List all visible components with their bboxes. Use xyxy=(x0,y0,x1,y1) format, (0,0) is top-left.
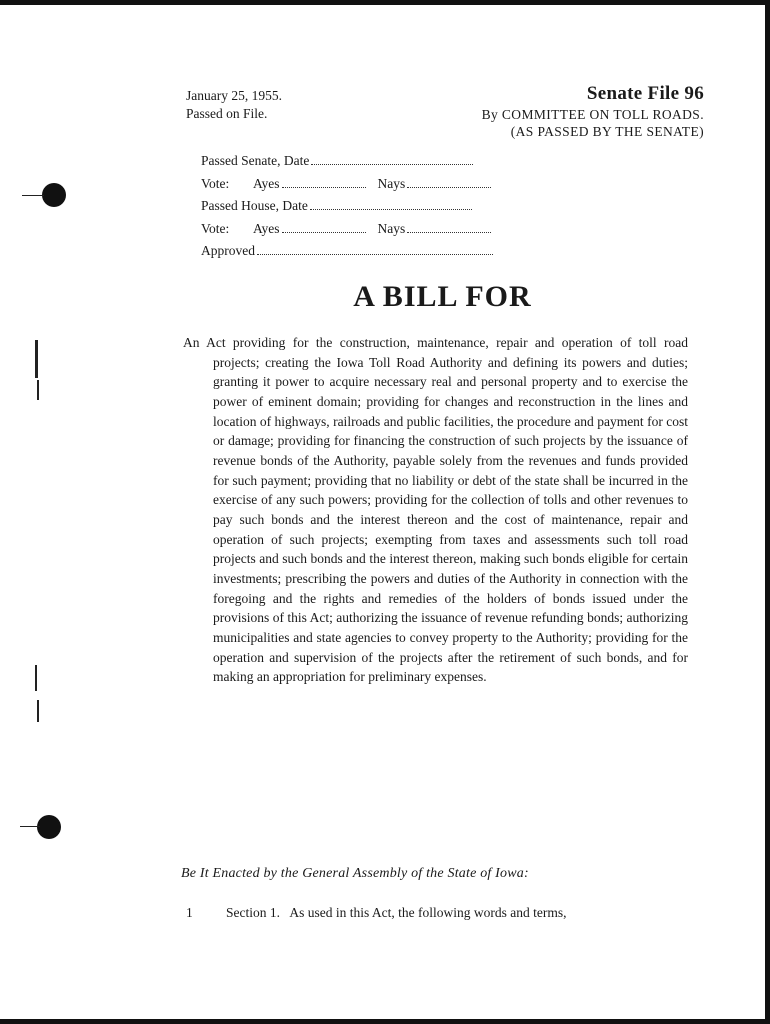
approved-blank xyxy=(257,242,493,255)
passed-house-label: Passed House, Date xyxy=(201,198,308,213)
passed-senate-row xyxy=(201,150,493,173)
passed-senate-date-blank xyxy=(311,152,473,165)
senate-nays-blank xyxy=(407,175,491,188)
passed-house-row xyxy=(201,195,493,218)
filed-note: Passed on File. xyxy=(186,106,268,121)
margin-mark-3 xyxy=(35,665,37,691)
act-description: An Act providing for the construction, maintenance, repair and operation of toll road projects; creating the Iowa Toll Road Authority and defining its powers and duties; granting it power to acquire necessary real and personal property and to exercise the power of eminent domain; providing for changes and reconstruction in the lines and location of highways, railroads and public facilities, the procedure and payment for cost or damage; providing for financing the construction of such projects by the issuance of revenue bonds of the Authority, payable solely from the revenues and funds provided for such payment; providing that no liability or debt of the state shall be incurred in the exercise of any such powers; providing for the collection of tolls and other revenues to pay such bonds and the interest thereon and the cost of maintenance, repair and operation of such projects; exempting from taxes and assessments such toll road projects and such bonds and the interest thereon, making such bonds eligible for certain investments; prescribing the powers and duties of the Authority in connection with the foregoing and the rights and remedies of the holders of bonds issued under the provisions of this Act; authorizing the issuance of revenue refunding bonds; authorizing municipalities and state agencies to convey property to the Authority; providing for the operation and supervision of the projects after the retirement of such bonds, and for making an appropriation for preliminary expenses. xyxy=(183,335,688,685)
vote-record xyxy=(201,150,493,263)
bill-title: A BILL FOR xyxy=(353,280,532,313)
senate-file-number: Senate File 96 xyxy=(586,83,704,104)
punch-hole-bottom xyxy=(37,815,61,839)
vote-label: Vote: xyxy=(201,175,230,191)
line-number: 1 xyxy=(186,905,193,920)
enacting-clause: Be It Enacted by the General Assembly of the State of Iowa: xyxy=(181,866,529,881)
ayes-label: Ayes xyxy=(253,175,280,191)
passed-note: (AS PASSED BY THE SENATE) xyxy=(510,124,704,139)
nays-label: Nays xyxy=(377,175,406,191)
passed-house-date-blank xyxy=(310,197,472,210)
scan-border-right xyxy=(765,0,770,1024)
scan-border-bottom xyxy=(0,1019,770,1024)
bill-date: January 25, 1955. xyxy=(186,88,282,103)
ayes-label: Ayes xyxy=(253,220,280,236)
passed-senate-label: Passed Senate, Date xyxy=(201,153,310,168)
margin-mark-1 xyxy=(35,340,38,378)
header-right xyxy=(482,82,704,140)
vote-label: Vote: xyxy=(201,220,230,236)
header-left xyxy=(186,87,282,123)
house-ayes-blank xyxy=(282,220,366,233)
section-text: Section 1. As used in this Act, the following words and terms, xyxy=(226,905,567,920)
house-vote-row xyxy=(201,218,493,241)
margin-mark-2 xyxy=(37,380,39,400)
margin-mark-4 xyxy=(37,700,39,722)
nays-label: Nays xyxy=(377,220,406,236)
committee-line: By COMMITTEE ON TOLL ROADS. xyxy=(481,107,704,122)
senate-ayes-blank xyxy=(282,175,366,188)
house-nays-blank xyxy=(407,220,491,233)
punch-mark-bottom xyxy=(20,826,40,827)
section-line xyxy=(186,905,686,921)
punch-hole-top xyxy=(42,183,66,207)
scan-border-top xyxy=(0,0,770,5)
approved-row xyxy=(201,240,493,263)
senate-vote-row xyxy=(201,173,493,196)
punch-mark-top xyxy=(22,195,44,196)
approved-label: Approved xyxy=(201,243,255,258)
